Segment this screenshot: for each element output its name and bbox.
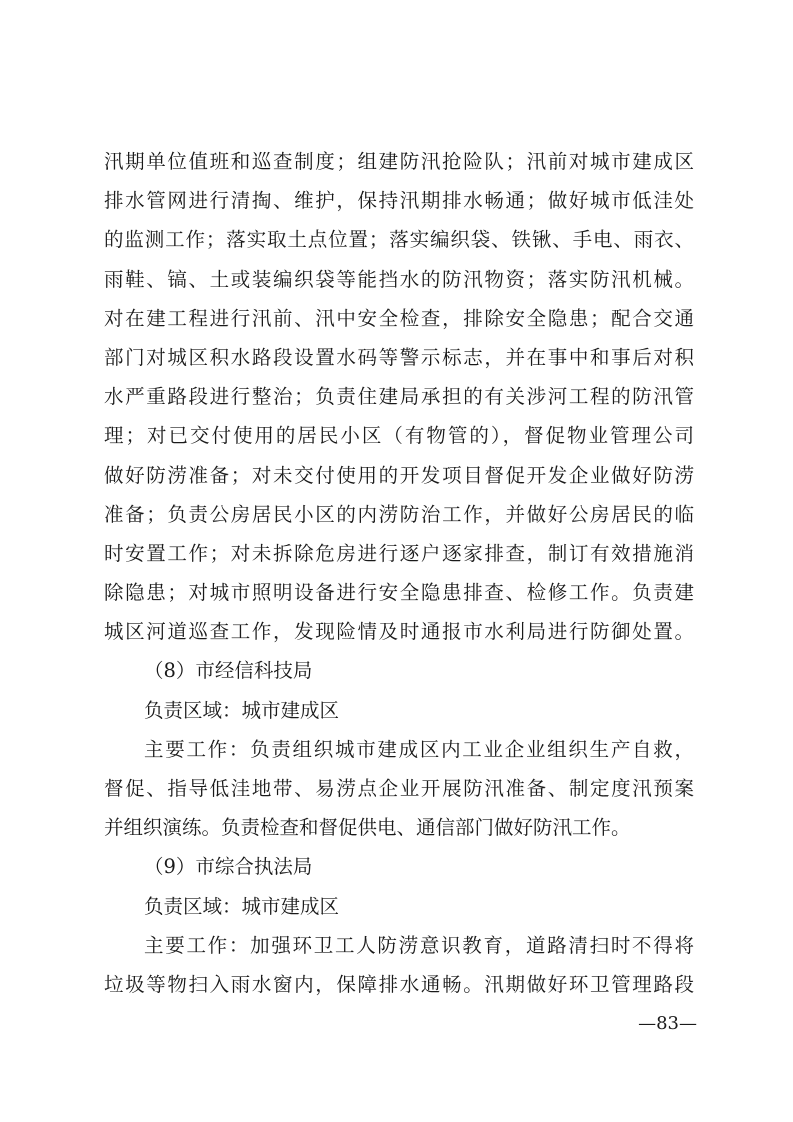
text-line: 的监测工作；落实取土点位置；落实编织袋、铁锹、手电、雨衣、 — [104, 228, 694, 252]
text-line: 对在建工程进行汛前、汛中安全检查，排除安全隐患；配合交通 — [104, 306, 694, 330]
text-line: 部门对城区积水路段设置水码等警示标志，并在事中和事后对积 — [104, 345, 694, 369]
responsibility-area: 负责区域：城市建成区 — [144, 894, 340, 918]
text-line: 理；对已交付使用的居民小区（有物管的），督促物业管理公司 — [104, 424, 694, 448]
text-line: 汛期单位值班和巡查制度；组建防汛抢险队；汛前对城市建成区 — [104, 150, 694, 173]
text-line: 城区河道巡查工作，发现险情及时通报市水利局进行防御处置。 — [104, 620, 694, 644]
text-line: 时安置工作；对未拆除危房进行逐户逐家排查，制订有效措施消 — [104, 541, 694, 565]
text-line: 排水管网进行清掏、维护，保持汛期排水畅通；做好城市低洼处 — [104, 189, 694, 213]
body-text — [104, 142, 694, 1004]
text-line: 准备；负责公房居民小区的内涝防治工作，并做好公房居民的临 — [104, 502, 694, 526]
text-line: 雨鞋、镐、土或装编织袋等能挡水的防汛物资；落实防汛机械。 — [104, 267, 694, 291]
section-heading: （9）市综合执法局 — [144, 855, 313, 879]
text-line: 并组织演练。负责检查和督促供电、通信部门做好防汛工作。 — [104, 816, 631, 840]
text-line: 做好防涝准备；对未交付使用的开发项目督促开发企业做好防涝 — [104, 463, 694, 487]
text-line: 垃圾等物扫入雨水窗内，保障排水通畅。汛期做好环卫管理路段 — [104, 972, 694, 996]
responsibility-area: 负责区域：城市建成区 — [144, 698, 340, 722]
text-line: 督促、指导低洼地带、易涝点企业开展防汛准备、制定度汛预案 — [104, 777, 694, 800]
text-line: 主要工作：加强环卫工人防涝意识教育，道路清扫时不得将 — [144, 933, 694, 957]
text-line: 主要工作：负责组织城市建成区内工业企业组织生产自救， — [144, 737, 694, 761]
section-heading: （8）市经信科技局 — [144, 659, 313, 683]
text-line: 除隐患；对城市照明设备进行安全隐患排查、检修工作。负责建 — [104, 581, 694, 605]
page-number: —83— — [638, 1013, 697, 1034]
text-line: 水严重路段进行整治；负责住建局承担的有关涉河工程的防汛管 — [104, 385, 694, 409]
